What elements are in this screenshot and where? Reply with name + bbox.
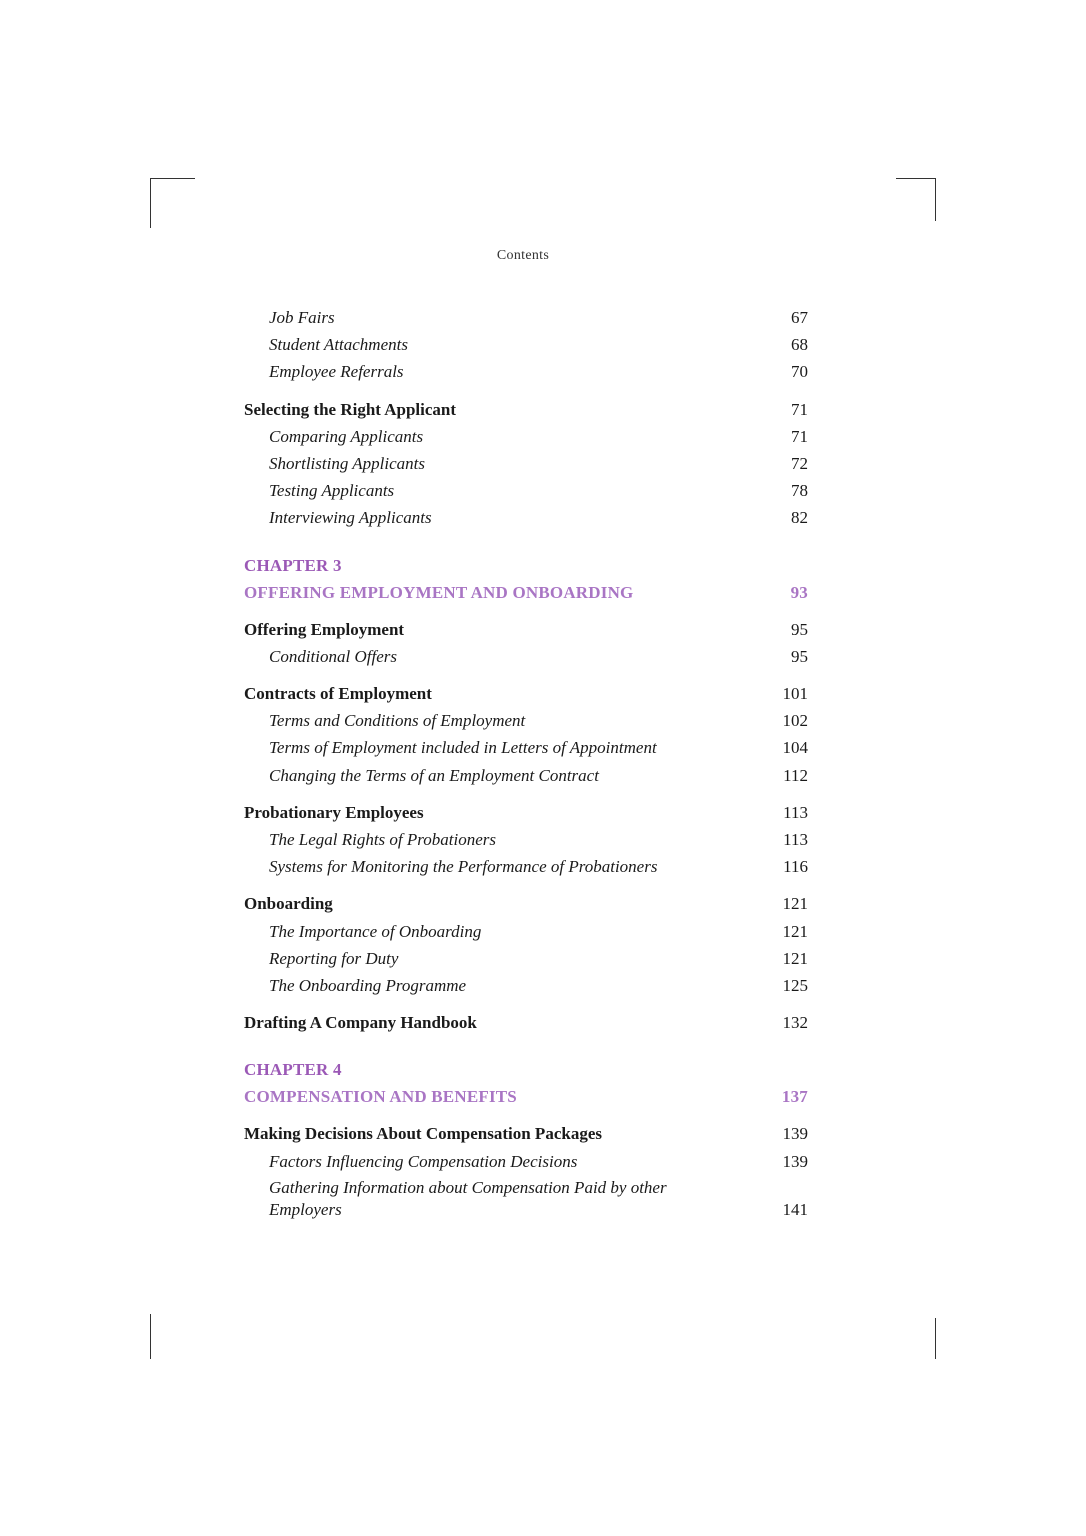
toc-entry[interactable]: Job Fairs 67 xyxy=(269,308,808,327)
toc-entry[interactable]: Interviewing Applicants 82 xyxy=(269,508,808,528)
toc-entry[interactable]: The Legal Rights of Probationers 113 xyxy=(269,830,808,850)
toc-entry[interactable]: Shortlisting Applicants 72 xyxy=(269,454,808,474)
toc-entry[interactable]: Testing Applicants 78 xyxy=(269,481,808,501)
toc-entry[interactable]: The Importance of Onboarding 121 xyxy=(269,921,808,941)
toc-entry[interactable]: Conditional Offers 95 xyxy=(269,646,808,666)
toc-section[interactable]: Drafting A Company Handbook 132 xyxy=(244,1013,808,1033)
toc-entry[interactable]: Reporting for Duty 121 xyxy=(269,948,808,968)
toc-entry[interactable]: Terms and Conditions of Employment 102 xyxy=(269,711,808,731)
toc-entry[interactable]: Changing the Terms of an Employment Contract 112 xyxy=(269,765,808,785)
toc-entry[interactable]: Employee Referrals 70 xyxy=(269,362,808,382)
toc-section[interactable]: Contracts of Employment 101 xyxy=(244,684,808,704)
table-of-contents xyxy=(244,304,808,1221)
toc-entry[interactable]: Terms of Employment included in Letters of Appointment 104 xyxy=(269,738,808,758)
toc-entry[interactable]: Gathering Information about Compensation Paid by other Employers 141 xyxy=(269,1177,808,1219)
chapter-title[interactable]: OFFERING EMPLOYMENT AND ONBOARDING 93 xyxy=(244,582,808,602)
toc-entry[interactable]: Student Attachments 68 xyxy=(269,335,808,355)
toc-entry[interactable]: The Onboarding Programme 125 xyxy=(269,976,808,996)
toc-entry[interactable]: Factors Influencing Compensation Decisions 139 xyxy=(269,1151,808,1171)
chapter-title[interactable]: COMPENSATION AND BENEFITS 137 xyxy=(244,1087,808,1107)
toc-section[interactable]: Onboarding 121 xyxy=(244,894,808,914)
crop-mark-top-left-v xyxy=(150,178,151,228)
crop-mark-bottom-left-v xyxy=(150,1314,151,1359)
crop-mark-top-right-h xyxy=(896,178,936,179)
toc-entry[interactable]: Comparing Applicants 71 xyxy=(269,426,808,446)
crop-mark-top-right-v xyxy=(935,178,936,221)
toc-entry[interactable]: Systems for Monitoring the Performance of Probationers 116 xyxy=(269,857,808,877)
toc-section[interactable]: Probationary Employees 113 xyxy=(244,802,808,822)
crop-mark-bottom-right-v xyxy=(935,1318,936,1359)
crop-mark-top-left-h xyxy=(150,178,195,179)
toc-section[interactable]: Offering Employment 95 xyxy=(244,619,808,639)
chapter-label: CHAPTER 3 xyxy=(244,555,342,575)
running-header: Contents xyxy=(496,248,550,263)
chapter-label: CHAPTER 4 xyxy=(244,1060,342,1080)
toc-section[interactable]: Making Decisions About Compensation Packages 139 xyxy=(244,1124,808,1144)
toc-section[interactable]: Selecting the Right Applicant 71 xyxy=(244,399,808,419)
